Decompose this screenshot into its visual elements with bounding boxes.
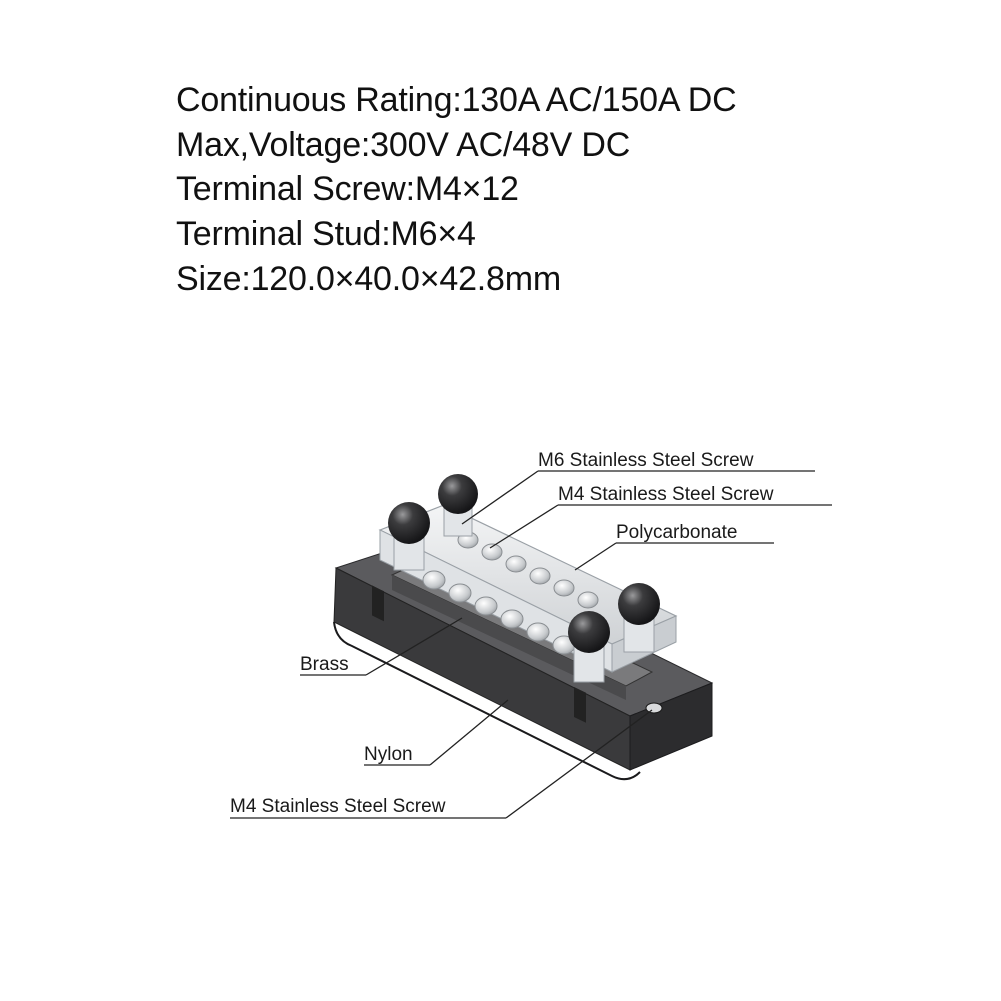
spec-terminal-stud: Terminal Stud:M6×4 [176,215,476,254]
m6-stud-back-right [618,583,660,652]
callout-brass-label: Brass [300,654,349,675]
callout-m4-screw-top-label: M4 Stainless Steel Screw [558,484,774,505]
callout-m4-screw-bottom-label: M4 Stainless Steel Screw [230,796,446,817]
callout-nylon-label: Nylon [364,744,413,765]
m6-stud-front-left [388,502,430,570]
spec-continuous-rating: Continuous Rating:130A AC/150A DC [176,81,737,119]
callout-nylon [364,700,508,765]
spec-terminal-screw: Terminal Screw:M4×12 [176,170,519,209]
m6-stud-back-left [438,474,478,536]
spec-max-voltage: Max,Voltage:300V AC/48V DC [176,125,631,164]
mounting-hole-icon [646,703,662,713]
callout-polycarbonate-label: Polycarbonate [616,522,738,543]
callout-m6-screw-label: M6 Stainless Steel Screw [538,450,754,471]
spec-size: Size:120.0×40.0×42.8mm [176,259,561,298]
m6-stud-front-right [568,611,610,682]
callout-polycarbonate [575,522,774,570]
